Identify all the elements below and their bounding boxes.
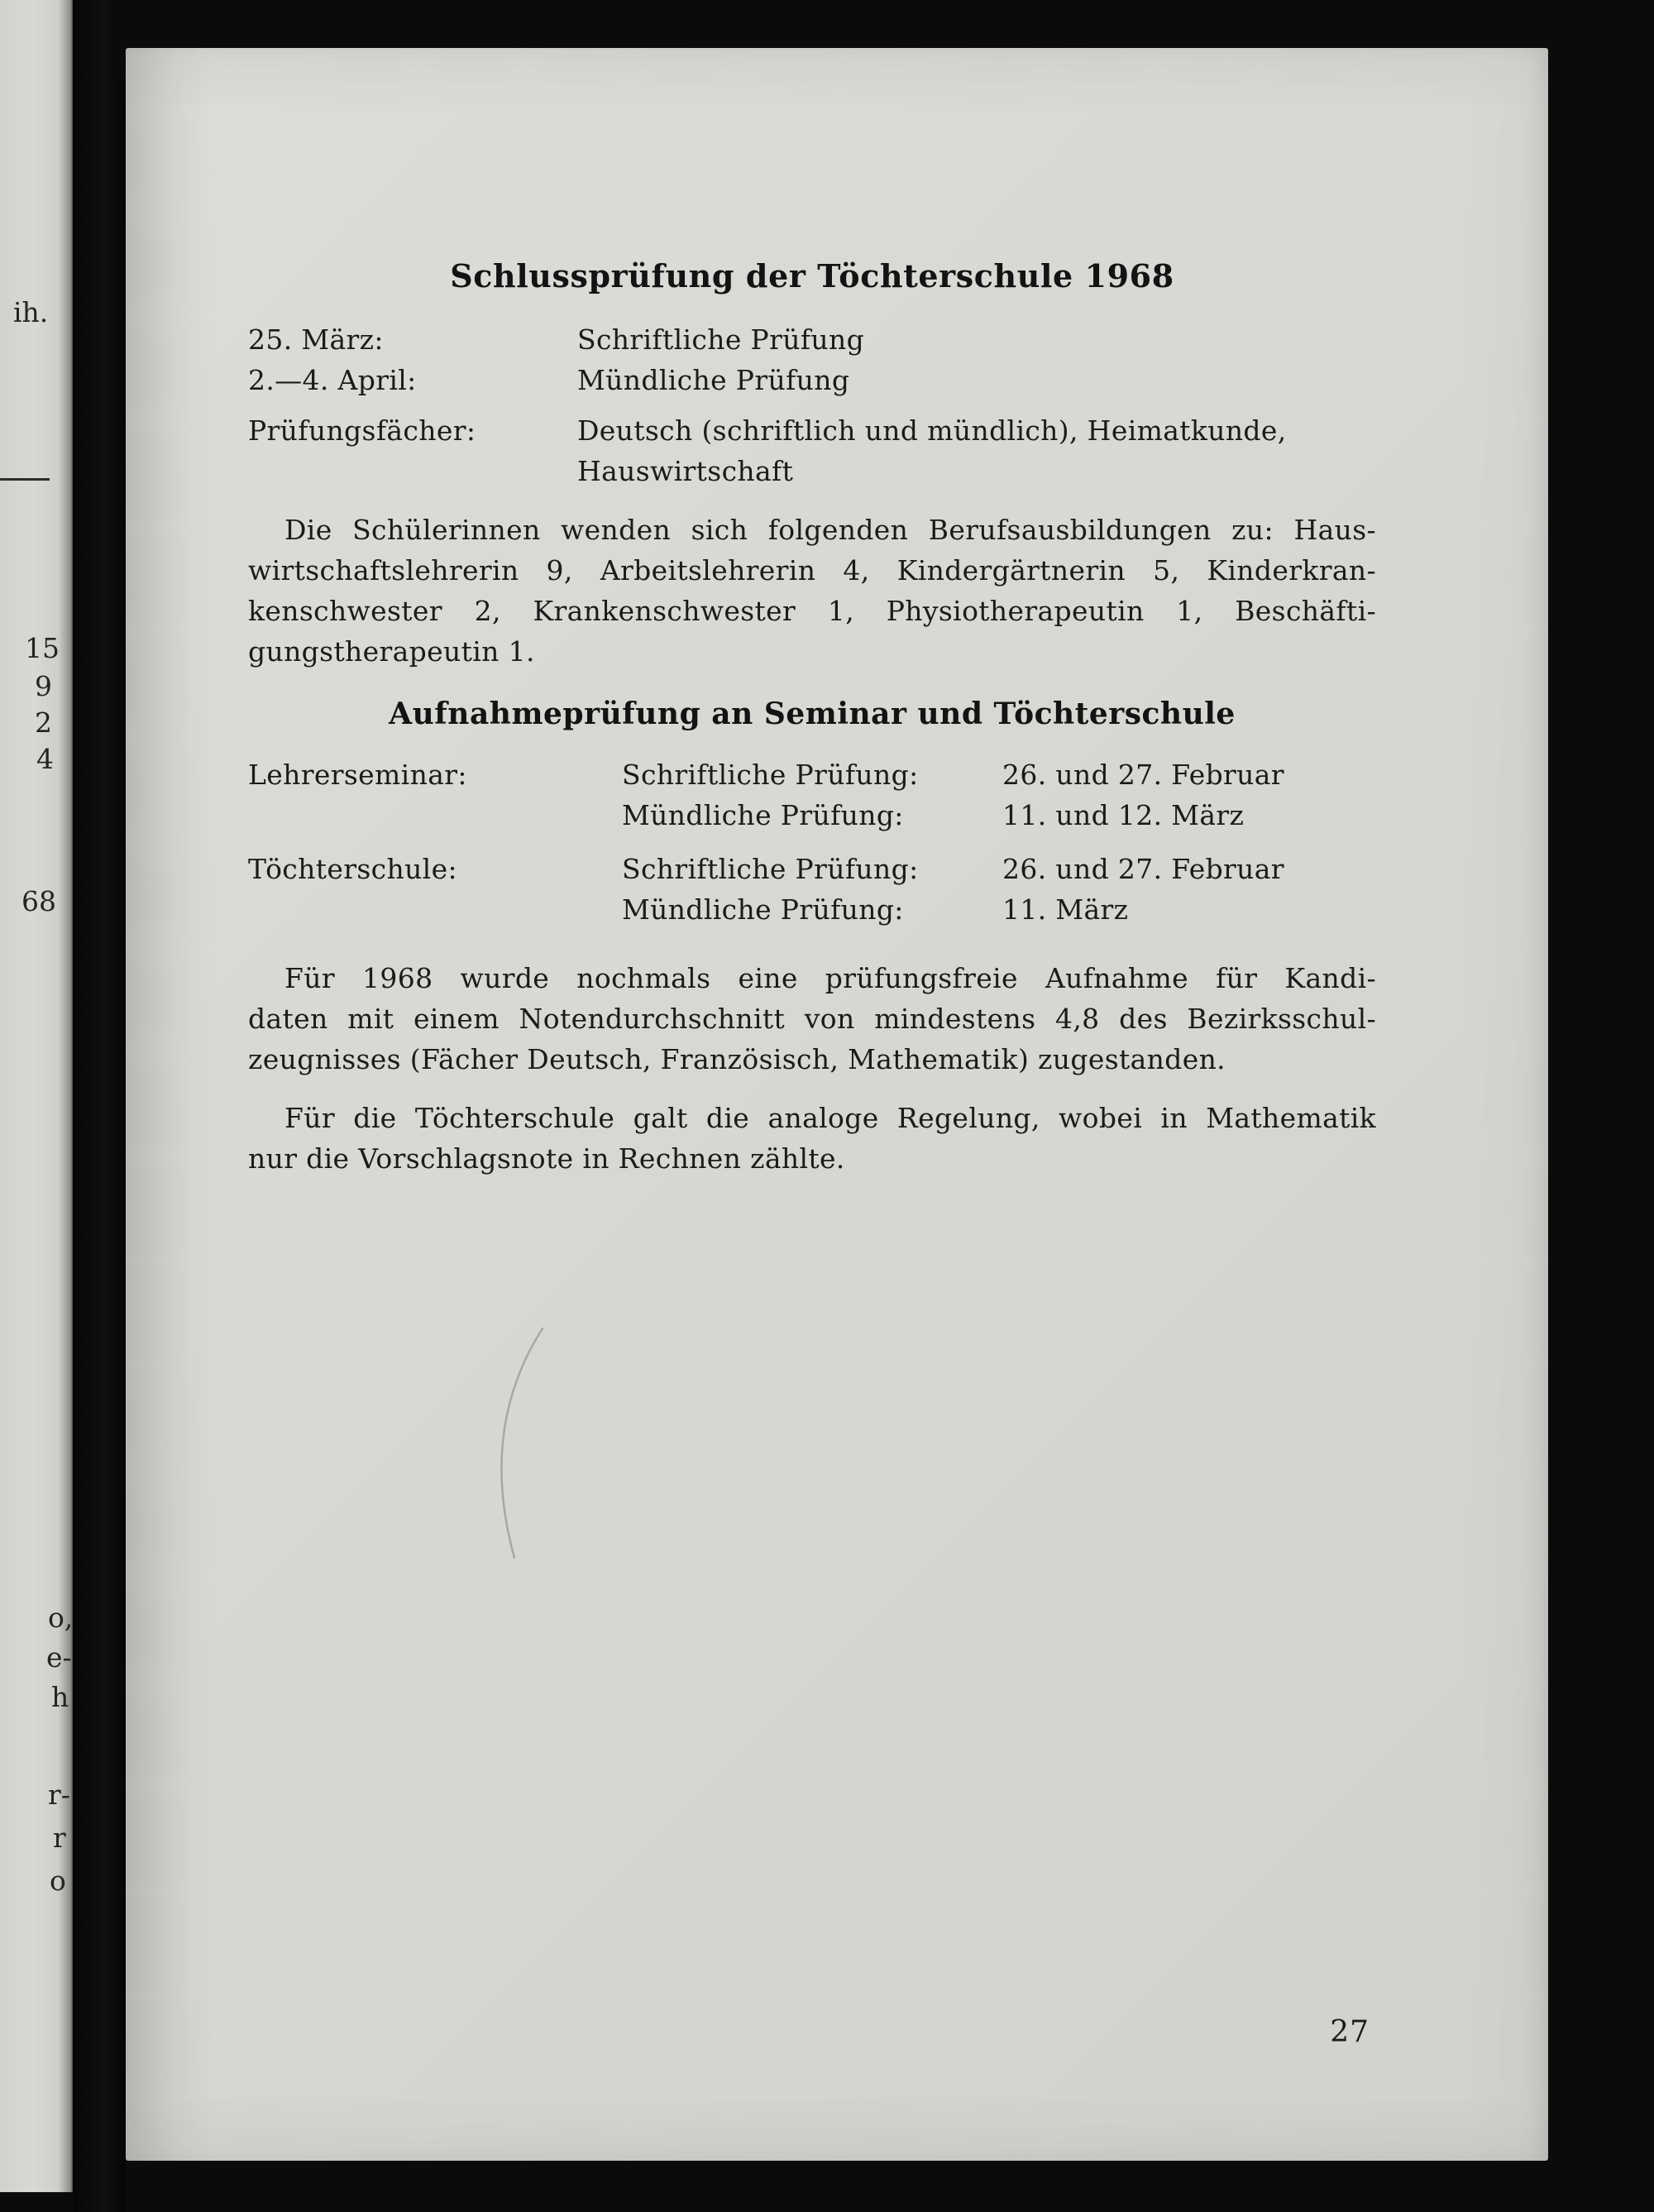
paragraph-toechterschule-rule (248, 1098, 1376, 1179)
previous-page-edge (0, 0, 73, 2192)
left-fragment: r (53, 1822, 66, 1854)
left-fragment: o, (48, 1602, 73, 1634)
paragraph-line: zeugnisses (Fächer Deutsch, Französisch, Mathematik) zugestanden. (248, 1043, 1226, 1075)
admission-school-label (248, 889, 622, 930)
left-fragment: e- (46, 1641, 72, 1673)
document-page (126, 48, 1548, 2161)
paragraph-line: nur die Vorschlagsnote in Rechnen zählte. (248, 1142, 845, 1175)
admission-school-label: Töchterschule: (248, 853, 457, 885)
schedule-exam-type: Schriftliche Prüfung (577, 323, 865, 356)
admission-exam-date: 11. März (1002, 893, 1129, 926)
left-fragment: o (50, 1865, 66, 1897)
left-fragment: r- (48, 1779, 70, 1811)
left-fragment: 2 (35, 706, 52, 739)
paragraph-line: Für die Töchterschule galt die analoge Regelung, wobei in Mathematik (284, 1102, 1376, 1134)
left-fragment: ih. (13, 296, 49, 328)
admission-exam-date: 26. und 27. Februar (1002, 759, 1284, 791)
table-group-gap (248, 835, 1376, 849)
page-content (248, 256, 1376, 1179)
schedule-date-label: 25. März: (248, 323, 384, 356)
paragraph-line: gungstherapeutin 1. (248, 635, 535, 668)
paragraph-line: kenschwester 2, Krankenschwester 1, Physiotherapeutin 1, Beschäfti- (248, 595, 1376, 627)
subjects-label: Prüfungsfächer: (248, 414, 476, 447)
subjects-value (577, 410, 1376, 491)
admission-exam-type: Mündliche Prüfung: (622, 893, 904, 926)
subjects-line: Deutsch (schriftlich und mündlich), Heimatkunde, (577, 414, 1287, 447)
exam-subjects (248, 410, 1376, 491)
paragraph-line: daten mit einem Notendurchschnitt von mindestens 4,8 des Bezirksschul- (248, 1003, 1376, 1035)
left-fragment: 15 (25, 632, 60, 664)
left-fragment: 68 (22, 885, 56, 917)
scan-hair-artifact (481, 1322, 581, 1570)
admission-exam-type: Schriftliche Prüfung: (622, 853, 919, 885)
admission-exam-type: Schriftliche Prüfung: (622, 759, 919, 791)
page-title: Schlussprüfung der Töchterschule 1968 (450, 257, 1174, 294)
admission-school-label (248, 795, 622, 835)
exam-schedule (248, 319, 1376, 400)
admission-exam-date: 26. und 27. Februar (1002, 853, 1284, 885)
section-heading-admission: Aufnahmeprüfung an Seminar und Töchterschule (389, 697, 1236, 731)
left-fragment: h (51, 1681, 69, 1713)
admission-exam-table (248, 754, 1376, 930)
page-gutter-shadow (73, 0, 126, 2212)
subjects-line: Hauswirtschaft (577, 455, 794, 487)
schedule-exam-type: Mündliche Prüfung (577, 364, 850, 396)
page-number: 27 (1330, 2015, 1370, 2049)
left-fragment: 4 (36, 743, 54, 775)
admission-school-label: Lehrerseminar: (248, 759, 467, 791)
paragraph-careers (248, 510, 1376, 672)
paragraph-exemption (248, 958, 1376, 1080)
admission-exam-type: Mündliche Prüfung: (622, 799, 904, 831)
paragraph-line: Für 1968 wurde nochmals eine prüfungsfreie Aufnahme für Kandi- (284, 962, 1376, 994)
left-fragment: 9 (35, 670, 52, 702)
left-fragment-rule (0, 478, 50, 481)
paragraph-line: wirtschaftslehrerin 9, Arbeitslehrerin 4, Kindergärtnerin 5, Kinderkran- (248, 554, 1376, 587)
admission-exam-date: 11. und 12. März (1002, 799, 1245, 831)
schedule-date-label: 2.—4. April: (248, 364, 417, 396)
paragraph-line: Die Schülerinnen wenden sich folgenden Berufsausbildungen zu: Haus- (284, 514, 1376, 546)
